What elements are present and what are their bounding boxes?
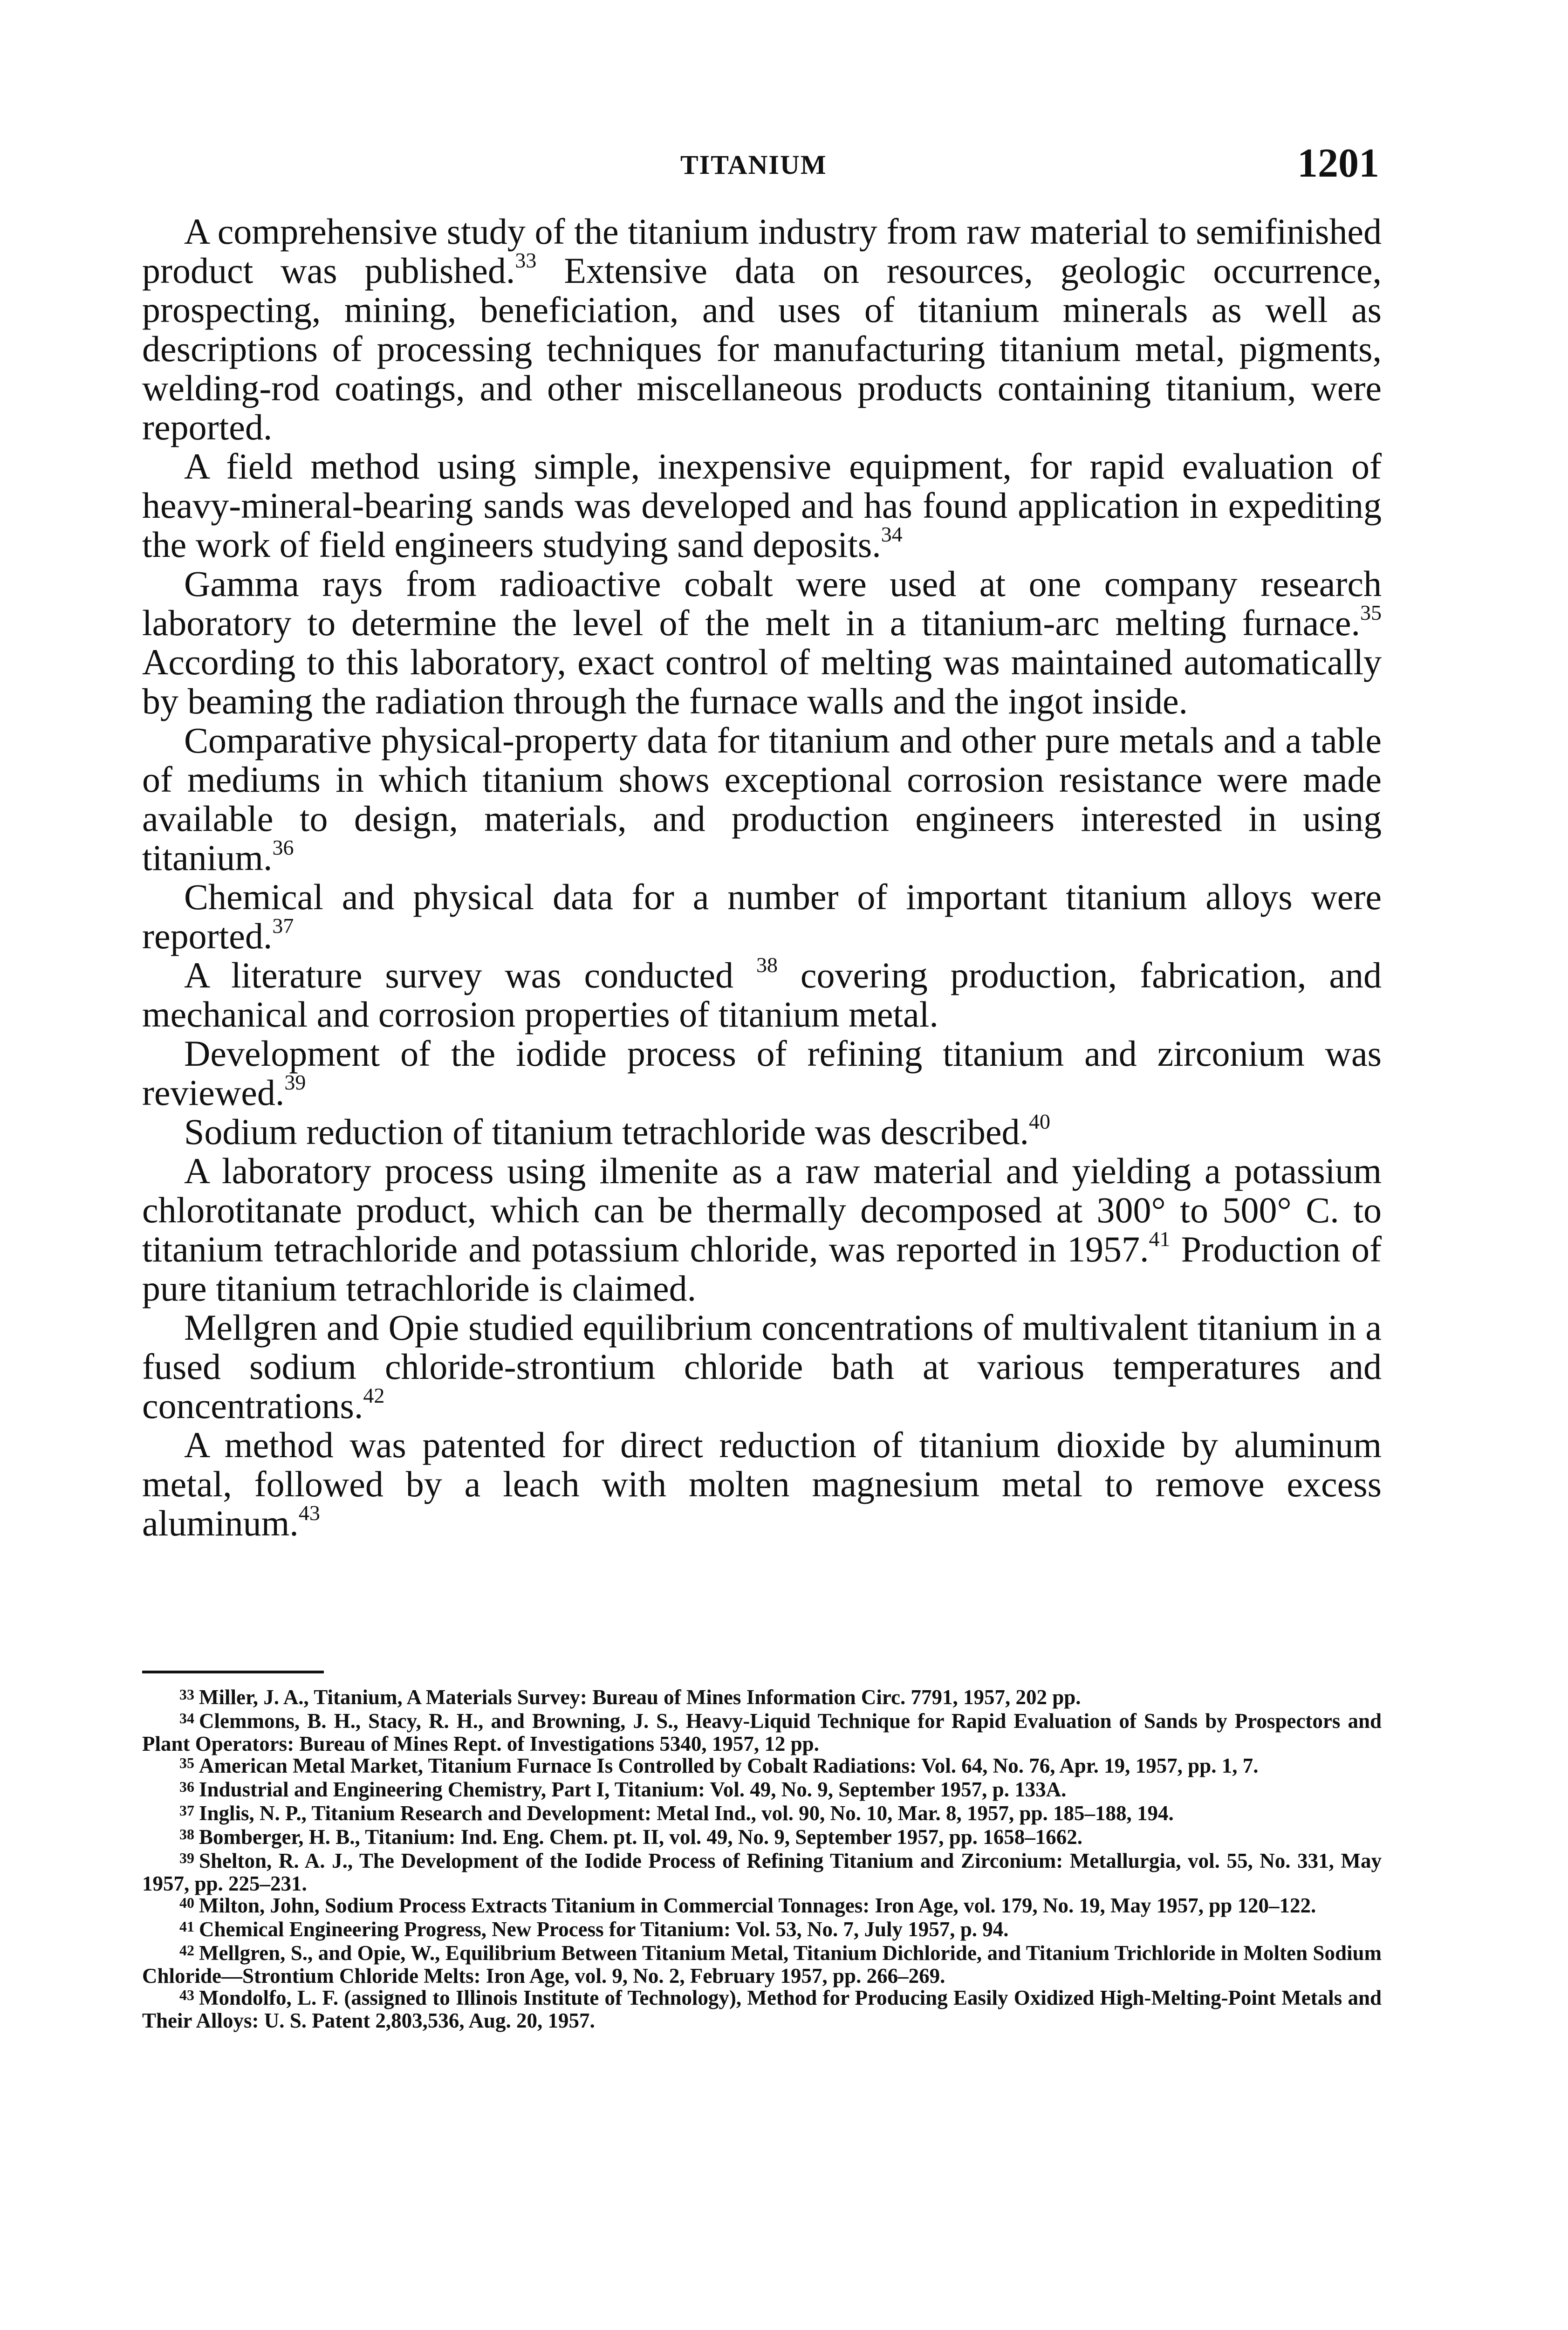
footnote xyxy=(142,1803,1382,1826)
paragraph-text: Sodium reduction of titanium tetrachloride was described. xyxy=(184,1111,1029,1152)
paragraph xyxy=(142,212,1382,447)
paragraph-text: Extensive data on resources, geologic occurrence, prospecting, mining, beneficiation, and uses of titanium minerals as well as descriptions of processing techniques for manufacturing titanium metal, pigments, welding-rod coatings, and other miscellaneous products containing titanium, were reported. xyxy=(142,250,1382,447)
footnotes xyxy=(142,1687,1382,2032)
running-title: TITANIUM xyxy=(680,150,827,180)
footnote-text: Shelton, R. A. J., The Development of the Iodide Process of Refining Titanium and Zirconium: Metallurgia, vol. 55, No. 331, May 1957, pp. 225–231. xyxy=(142,1849,1382,1895)
paragraph xyxy=(142,1425,1382,1543)
footnote xyxy=(142,1943,1382,1987)
footnote-number: 39 xyxy=(179,1850,194,1866)
paragraph xyxy=(142,721,1382,877)
paragraph-text: Gamma rays from radioactive cobalt were used at one company research laboratory to determine the level of the melt in a titanium-arc melting furnace. xyxy=(142,563,1382,643)
paragraph-text: Development of the iodide process of refining titanium and zirconium was reviewed. xyxy=(142,1033,1382,1113)
running-head xyxy=(0,140,1568,191)
footnote-number: 35 xyxy=(179,1754,194,1771)
footnote-ref: 38 xyxy=(756,953,778,977)
paragraph xyxy=(142,447,1382,564)
footnote-text: Milton, John, Sodium Process Extracts Titanium in Commercial Tonnages: Iron Age, vol. 179, No. 19, May 1957, pp 120–122. xyxy=(199,1894,1316,1917)
paragraph xyxy=(142,564,1382,721)
footnote-text: American Metal Market, Titanium Furnace Is Controlled by Cobalt Radiations: Vol. 64, No. 76, Apr. 19, 1957, pp. 1, 7. xyxy=(199,1754,1259,1777)
footnote-ref: 34 xyxy=(881,522,903,546)
footnote-number: 42 xyxy=(179,1942,194,1959)
paragraph xyxy=(142,1151,1382,1308)
footnote-text: Chemical Engineering Progress, New Process for Titanium: Vol. 53, No. 7, July 1957, p. 94. xyxy=(199,1918,1009,1941)
footnote-number: 33 xyxy=(179,1686,194,1703)
footnote xyxy=(142,1779,1382,1802)
footnote-text: Inglis, N. P., Titanium Research and Development: Metal Ind., vol. 90, No. 10, Mar. 8, 1957, pp. 185–188, 194. xyxy=(199,1802,1174,1825)
footnote xyxy=(142,1687,1382,1710)
paragraph xyxy=(142,877,1382,956)
footnote xyxy=(142,1827,1382,1850)
paragraph xyxy=(142,953,1382,1035)
footnote xyxy=(142,1895,1382,1918)
paragraph xyxy=(142,1034,1382,1112)
footnote xyxy=(142,1919,1382,1942)
paragraph-text: Mellgren and Opie studied equilibrium concentrations of multivalent titanium in a fused sodium chloride-strontium chloride bath at various temperatures and concentrations. xyxy=(142,1307,1382,1426)
footnote-number: 41 xyxy=(179,1918,194,1935)
footnote-ref: 36 xyxy=(272,836,294,859)
footnote-ref: 41 xyxy=(1149,1227,1171,1251)
footnote-number: 40 xyxy=(179,1894,194,1911)
footnote-text: Miller, J. A., Titanium, A Materials Survey: Bureau of Mines Information Circ. 7791, 1957, 202 pp. xyxy=(199,1686,1081,1709)
paragraph xyxy=(142,1112,1382,1151)
footnote-text: Mondolfo, L. F. (assigned to Illinois Institute of Technology), Method for Producing Easily Oxidized High-Melting-Point Metals and Their Alloys: U. S. Patent 2,803,536, Aug. 20, 1957. xyxy=(142,1986,1382,2032)
paragraph-text: A method was patented for direct reduction of titanium dioxide by aluminum metal, followed by a leach with molten magnesium metal to remove excess aluminum. xyxy=(142,1425,1382,1543)
footnote-text: Industrial and Engineering Chemistry, Part I, Titanium: Vol. 49, No. 9, September 1957, p. 133A. xyxy=(199,1778,1067,1801)
footnote-number: 38 xyxy=(179,1826,194,1843)
paragraph xyxy=(142,1308,1382,1425)
body-text xyxy=(142,212,1382,1543)
paragraph-text: Comparative physical-property data for titanium and other pure metals and a table of mediums in which titanium shows exceptional corrosion resistance were made available to design, materials, and production engineers interested in using titanium. xyxy=(142,720,1382,878)
footnote-divider xyxy=(142,1671,324,1673)
footnote-ref: 40 xyxy=(1029,1110,1051,1133)
footnote-ref: 35 xyxy=(1360,601,1382,624)
footnote-ref: 37 xyxy=(272,914,294,938)
footnote xyxy=(142,1755,1382,1778)
footnote-text: Clemmons, B. H., Stacy, R. H., and Browning, J. S., Heavy-Liquid Technique for Rapid Evaluation of Sands by Prospectors and Plant Operators: Bureau of Mines Rept. of Investigations 5340, 1957, 12 pp. xyxy=(142,1709,1382,1755)
paragraph-text: A field method using simple, inexpensive equipment, for rapid evaluation of heavy-mineral-bearing sands was developed and has found application in expediting the work of field engineers studying sand deposits. xyxy=(142,446,1382,565)
footnote xyxy=(142,1711,1382,1754)
paragraph-text: A comprehensive study of the titanium industry from raw material to semifinished product was published. xyxy=(142,211,1382,291)
footnote xyxy=(142,1850,1382,1894)
footnote-ref: 33 xyxy=(515,248,537,272)
paragraph-text: A laboratory process using ilmenite as a raw material and yielding a potassium chlorotitanate product, which can be thermally decomposed at 300° to 500° C. to titanium tetrachloride and potassium chloride, was reported in 1957. xyxy=(142,1151,1382,1269)
paragraph-text: Production of pure titanium tetrachloride is claimed. xyxy=(142,1229,1382,1309)
footnote-ref: 43 xyxy=(298,1501,320,1525)
paragraph-text: covering production, fabrication, and mechanical and corrosion properties of titanium metal. xyxy=(142,955,1382,1035)
paragraph-text: A literature survey was conducted xyxy=(184,955,756,995)
paragraph-text: According to this laboratory, exact control of melting was maintained automatically by beaming the radiation through the furnace walls and the ingot inside. xyxy=(142,642,1382,721)
footnote-number: 43 xyxy=(179,1987,194,2003)
paragraph-text: Chemical and physical data for a number of important titanium alloys were reported. xyxy=(142,877,1382,956)
footnote xyxy=(142,1987,1382,2031)
footnote-text: Mellgren, S., and Opie, W., Equilibrium Between Titanium Metal, Titanium Dichloride, and Titanium Trichloride in Molten Sodium Chloride—Strontium Chloride Melts: Iron Age, vol. 9, No. 2, February 1957, pp. 266–269. xyxy=(142,1941,1382,1987)
footnote-number: 36 xyxy=(179,1778,194,1795)
footnote-number: 37 xyxy=(179,1802,194,1819)
page-number: 1201 xyxy=(1297,141,1379,186)
footnote-text: Bomberger, H. B., Titanium: Ind. Eng. Chem. pt. II, vol. 49, No. 9, September 1957, pp. 1658–1662. xyxy=(199,1825,1083,1849)
footnote-ref: 42 xyxy=(363,1384,385,1407)
footnote-ref: 39 xyxy=(284,1070,306,1094)
footnote-number: 34 xyxy=(179,1710,194,1727)
